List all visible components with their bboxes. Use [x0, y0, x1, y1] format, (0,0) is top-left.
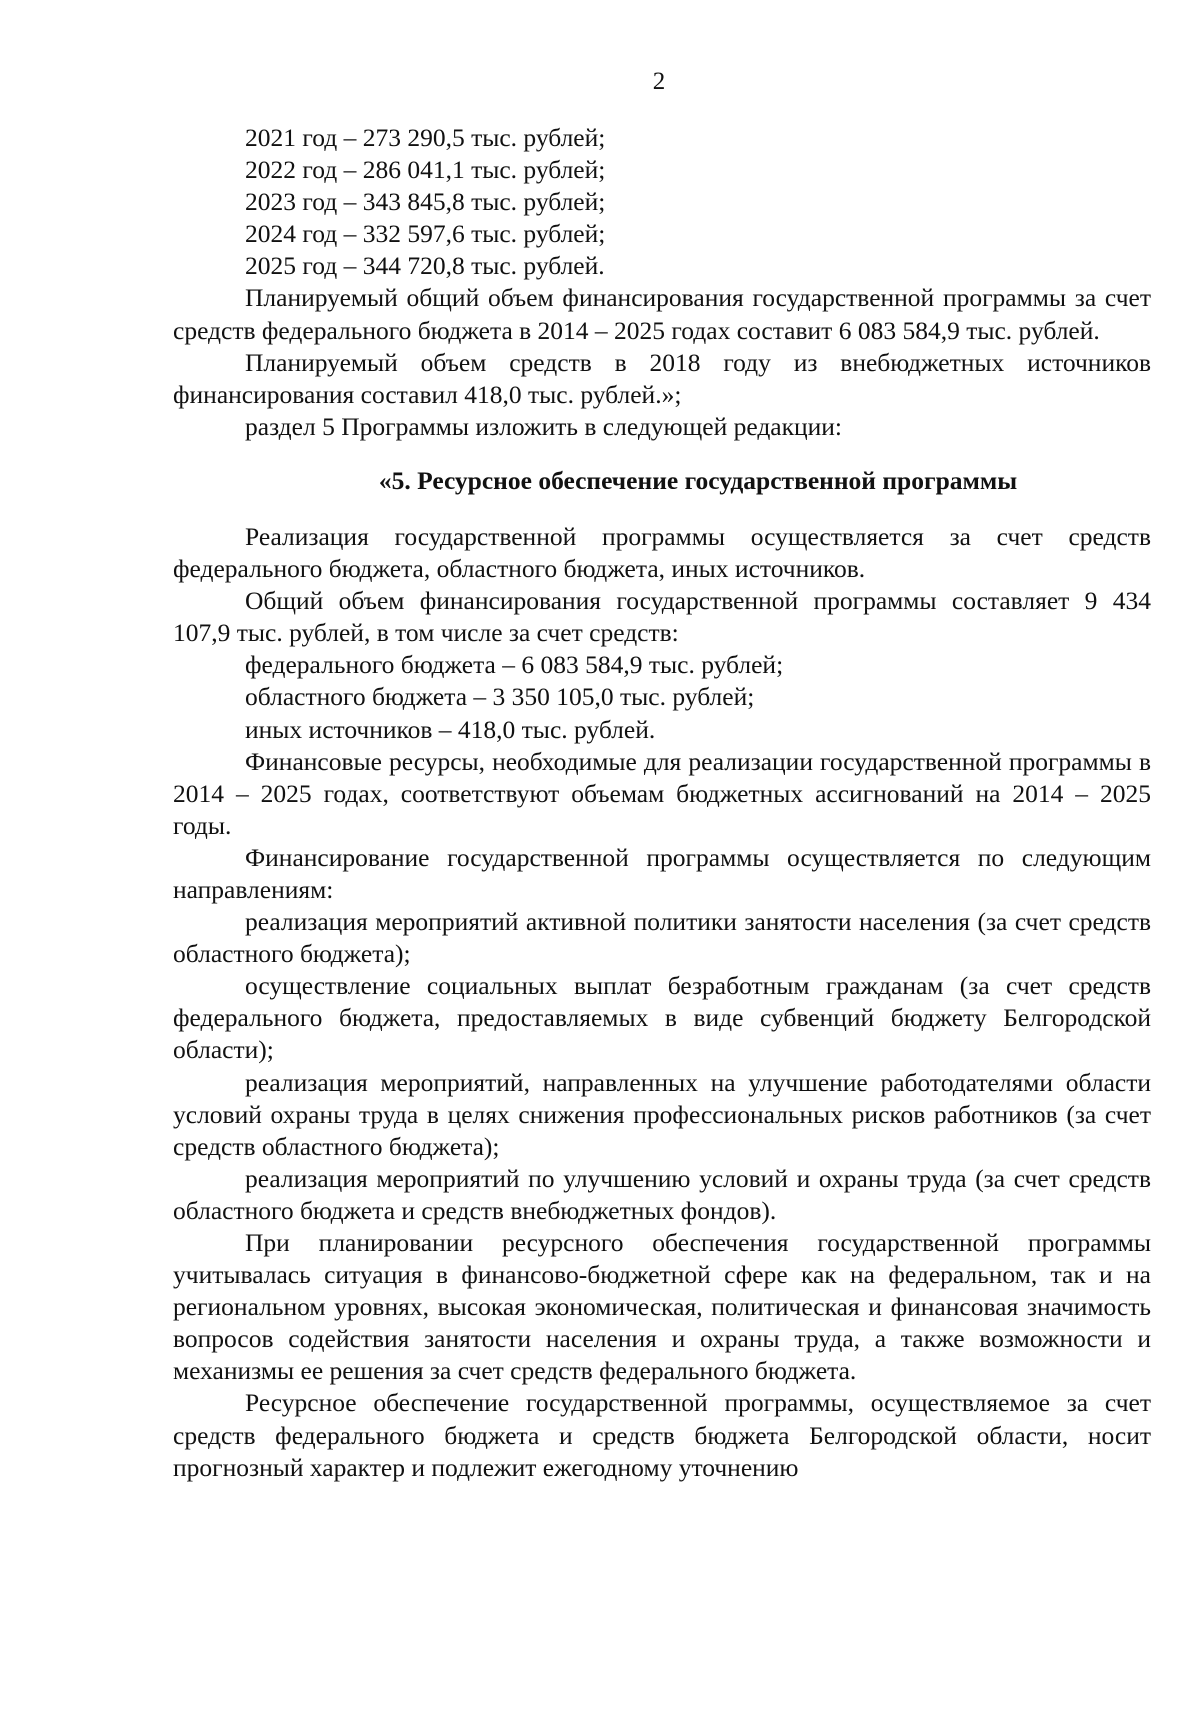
- funding-year-2021: 2021 год – 273 290,5 тыс. рублей;: [245, 123, 606, 152]
- paragraph-section-5-intro: раздел 5 Программы изложить в следующей редакции:: [245, 411, 843, 441]
- direction-unemployment-payments: осуществление социальных выплат безработным гражданам (за счет средств федерального бюджета, предоставляемых в виде субвенций бюджету Белгородской области);: [173, 971, 1151, 1065]
- budget-line-regional: областного бюджета – 3 350 105,0 тыс. рублей;: [245, 682, 755, 712]
- budget-line-federal: федерального бюджета – 6 083 584,9 тыс. рублей;: [245, 650, 784, 680]
- paragraph-federal-total: Планируемый общий объем финансирования государственной программы за счет средств федерального бюджета в 2014 – 2025 годах составит 6 083 584,9 тыс. рублей.: [173, 283, 1151, 345]
- paragraph-funding-directions: Финансирование государственной программы осуществляется по следующим направлениям:: [173, 842, 1151, 904]
- paragraph-resource-forecast: Ресурсное обеспечение государственной программы, осуществляемое за счет средств федерального бюджета и средств бюджета Белгородской области, носит прогнозный характер и подлежит ежегодному уточнению: [173, 1388, 1151, 1482]
- budget-line-other: иных источников – 418,0 тыс. рублей.: [245, 714, 656, 744]
- paragraph-financial-resources: Финансовые ресурсы, необходимые для реализации государственной программы в 2014 – 2025 годах, соответствуют объемам бюджетных ассигнований на 2014 – 2025 годы.: [173, 746, 1151, 840]
- page-number: 2: [652, 68, 666, 95]
- direction-employment-policy: реализация мероприятий активной политики занятости населения (за счет средств областного бюджета);: [173, 907, 1151, 969]
- paragraph-planning-context: При планировании ресурсного обеспечения государственной программы учитывалась ситуация в финансово-бюджетной сфере как на федеральном, так и на региональном уровнях, высокая экономическая, политическая и финансовая значимость вопросов содействия занятости населения и охраны труда, а также возможности и механизмы ее решения за счет средств федерального бюджета.: [173, 1228, 1151, 1386]
- direction-labor-conditions: реализация мероприятий по улучшению условий и охраны труда (за счет средств областного бюджета и средств внебюджетных фондов).: [173, 1163, 1151, 1225]
- direction-labor-protection-employers: реализация мероприятий, направленных на улучшение работодателями области условий охраны труда в целях снижения профессиональных рисков работников (за счет средств областного бюджета);: [173, 1067, 1151, 1161]
- funding-year-2022: 2022 год – 286 041,1 тыс. рублей;: [245, 155, 606, 185]
- section-5-heading: «5. Ресурсное обеспечение государственной программы: [378, 465, 1018, 495]
- paragraph-implementation-sources: Реализация государственной программы осуществляется за счет средств федерального бюджета, областного бюджета, иных источников.: [173, 521, 1151, 584]
- funding-year-2025: 2025 год – 344 720,8 тыс. рублей.: [245, 251, 605, 281]
- document-body: [173, 122, 1151, 1484]
- paragraph-extrabudgetary-2018: Планируемый объем средств в 2018 году из внебюджетных источников финансирования составил 418,0 тыс. рублей.»;: [173, 347, 1151, 409]
- funding-year-2024: 2024 год – 332 597,6 тыс. рублей;: [245, 219, 606, 249]
- funding-year-2023: 2023 год – 343 845,8 тыс. рублей;: [245, 187, 606, 217]
- paragraph-total-funding: Общий объем финансирования государственной программы составляет 9 434 107,9 тыс. рублей, в том числе за счет средств:: [173, 586, 1151, 648]
